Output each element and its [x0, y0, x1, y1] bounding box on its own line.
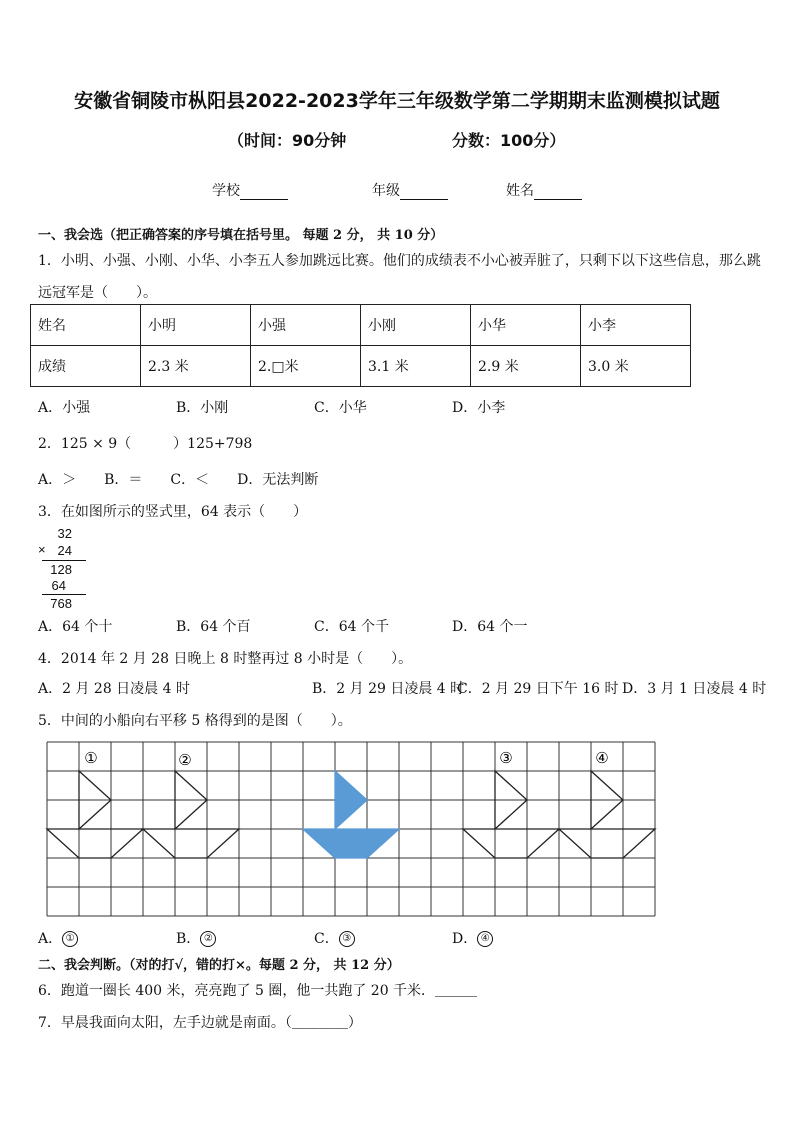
q5-option-a — [38, 928, 78, 948]
q1-line2: 远冠军是（ ）。 — [38, 285, 157, 301]
name-blank — [534, 185, 582, 200]
boat-2 — [143, 771, 239, 858]
q2-options: A．＞ B．＝ C．＜ D．无法判断 — [38, 472, 319, 488]
table-cell: 成绩 — [31, 346, 141, 387]
boats-group — [47, 771, 655, 858]
q4-option-c: C．2 月 29 日下午 16 时 — [457, 681, 619, 697]
boat-hull — [303, 829, 399, 858]
multiply-sign: × — [38, 542, 46, 557]
table-cell: 小强 — [251, 305, 361, 346]
q5-option-b — [176, 928, 216, 948]
boat-sail — [335, 771, 367, 829]
boat-label-1: ① — [84, 749, 98, 767]
q5-option-a-letter: A． — [38, 931, 63, 947]
grade-label: 年级 — [372, 183, 400, 199]
q5-option-c — [314, 928, 355, 948]
table-cell: 2.□米 — [251, 346, 361, 387]
q1-option-d: D．小李 — [452, 400, 506, 416]
q3-option-a: A．64 个十 — [38, 619, 113, 635]
q4-option-b: B．2 月 29 日凌晨 4 时 — [312, 681, 465, 697]
q2-text: 2．125 × 9（ ）125+798 — [38, 436, 253, 452]
school-field — [212, 180, 288, 200]
name-label: 姓名 — [506, 183, 534, 199]
q5-option-c-letter: C． — [314, 931, 339, 947]
table-cell: 3.1 米 — [361, 346, 471, 387]
q6-text: 6．跑道一圈长 400 米，亮亮跑了 5 圈，他一共跑了 20 千米．＿＿＿ — [38, 983, 478, 999]
q4-option-a: A．2 月 28 日凌晨 4 时 — [38, 681, 190, 697]
q1-line1: 1．小明、小强、小刚、小华、小李五人参加跳远比赛。他们的成绩表不小心被弄脏了，只剩下以下这些信息，那么跳 — [38, 253, 761, 269]
rule-line — [42, 560, 86, 561]
q3-text: 3．在如图所示的竖式里，64 表示（ ） — [38, 504, 308, 520]
vertical-multiplier: 24 — [57, 543, 72, 558]
q5-option-a-num: ① — [62, 931, 78, 947]
boat-hull — [463, 829, 559, 858]
exam-score: 分数：100分） — [452, 131, 566, 150]
table-cell: 姓名 — [31, 305, 141, 346]
partial-product-2: 64 — [51, 578, 66, 593]
q3-option-d: D．64 个一 — [452, 619, 528, 635]
score-table — [30, 304, 691, 387]
q1-option-c: C．小华 — [314, 400, 367, 416]
q4-text: 4．2014 年 2 月 28 日晚上 8 时整再过 8 小时是（ ）。 — [38, 651, 413, 667]
table-row — [31, 305, 691, 346]
table-cell: 2.9 米 — [471, 346, 581, 387]
rule-line — [42, 594, 86, 595]
vertical-top: 32 — [57, 526, 72, 541]
grade-blank — [400, 185, 448, 200]
q3-option-b: B．64 个百 — [176, 619, 251, 635]
name-field — [506, 180, 582, 200]
q1-option-a: A．小强 — [38, 400, 91, 416]
exam-title: 安徽省铜陵市枞阳县2022-2023学年三年级数学第二学期期末监测模拟试题 — [74, 90, 720, 112]
boat-label-3: ③ — [499, 749, 513, 767]
boat-label-4: ④ — [595, 749, 609, 767]
boat-hull — [559, 829, 655, 858]
school-label: 学校 — [212, 183, 240, 199]
table-cell: 小李 — [581, 305, 691, 346]
boat-4 — [559, 771, 655, 858]
q5-option-d — [452, 928, 493, 948]
q7-text: 7．早晨我面向太阳，左手边就是南面。（＿＿＿＿） — [38, 1015, 362, 1031]
q5-text: 5．中间的小船向右平移 5 格得到的是图（ ）。 — [38, 713, 352, 729]
q5-option-d-letter: D． — [452, 931, 478, 947]
table-cell: 2.3 米 — [141, 346, 251, 387]
grade-field — [372, 180, 448, 200]
table-row — [31, 346, 691, 387]
table-cell: 小华 — [471, 305, 581, 346]
table-cell: 3.0 米 — [581, 346, 691, 387]
boat-3 — [463, 771, 559, 858]
section-1-heading: 一、我会选（把正确答案的序号填在括号里。 每题 2 分， 共 10 分） — [38, 228, 444, 243]
boat-hull — [143, 829, 239, 858]
vertical-result: 768 — [50, 596, 72, 611]
table-cell: 小明 — [141, 305, 251, 346]
table-cell: 小刚 — [361, 305, 471, 346]
exam-time: （时间：90分钟 — [228, 131, 347, 150]
q3-option-c: C．64 个千 — [314, 619, 389, 635]
q5-option-c-num: ③ — [339, 931, 355, 947]
q4-option-d: D．3 月 1 日凌晨 4 时 — [622, 681, 767, 697]
q5-option-b-letter: B． — [176, 931, 201, 947]
boat-original — [303, 771, 399, 858]
school-blank — [240, 185, 288, 200]
boat-labels — [84, 749, 608, 769]
boat-hull — [47, 829, 143, 858]
q5-option-b-num: ② — [200, 931, 216, 947]
boat-label-2: ② — [178, 751, 192, 769]
boat-grid-figure — [40, 738, 660, 920]
boat-1 — [47, 771, 143, 858]
section-2-heading: 二、我会判断。（对的打√，错的打×。每题 2 分， 共 12 分） — [38, 958, 400, 973]
q1-option-b: B．小刚 — [176, 400, 229, 416]
q5-option-d-num: ④ — [477, 931, 493, 947]
partial-product-1: 128 — [50, 562, 72, 577]
